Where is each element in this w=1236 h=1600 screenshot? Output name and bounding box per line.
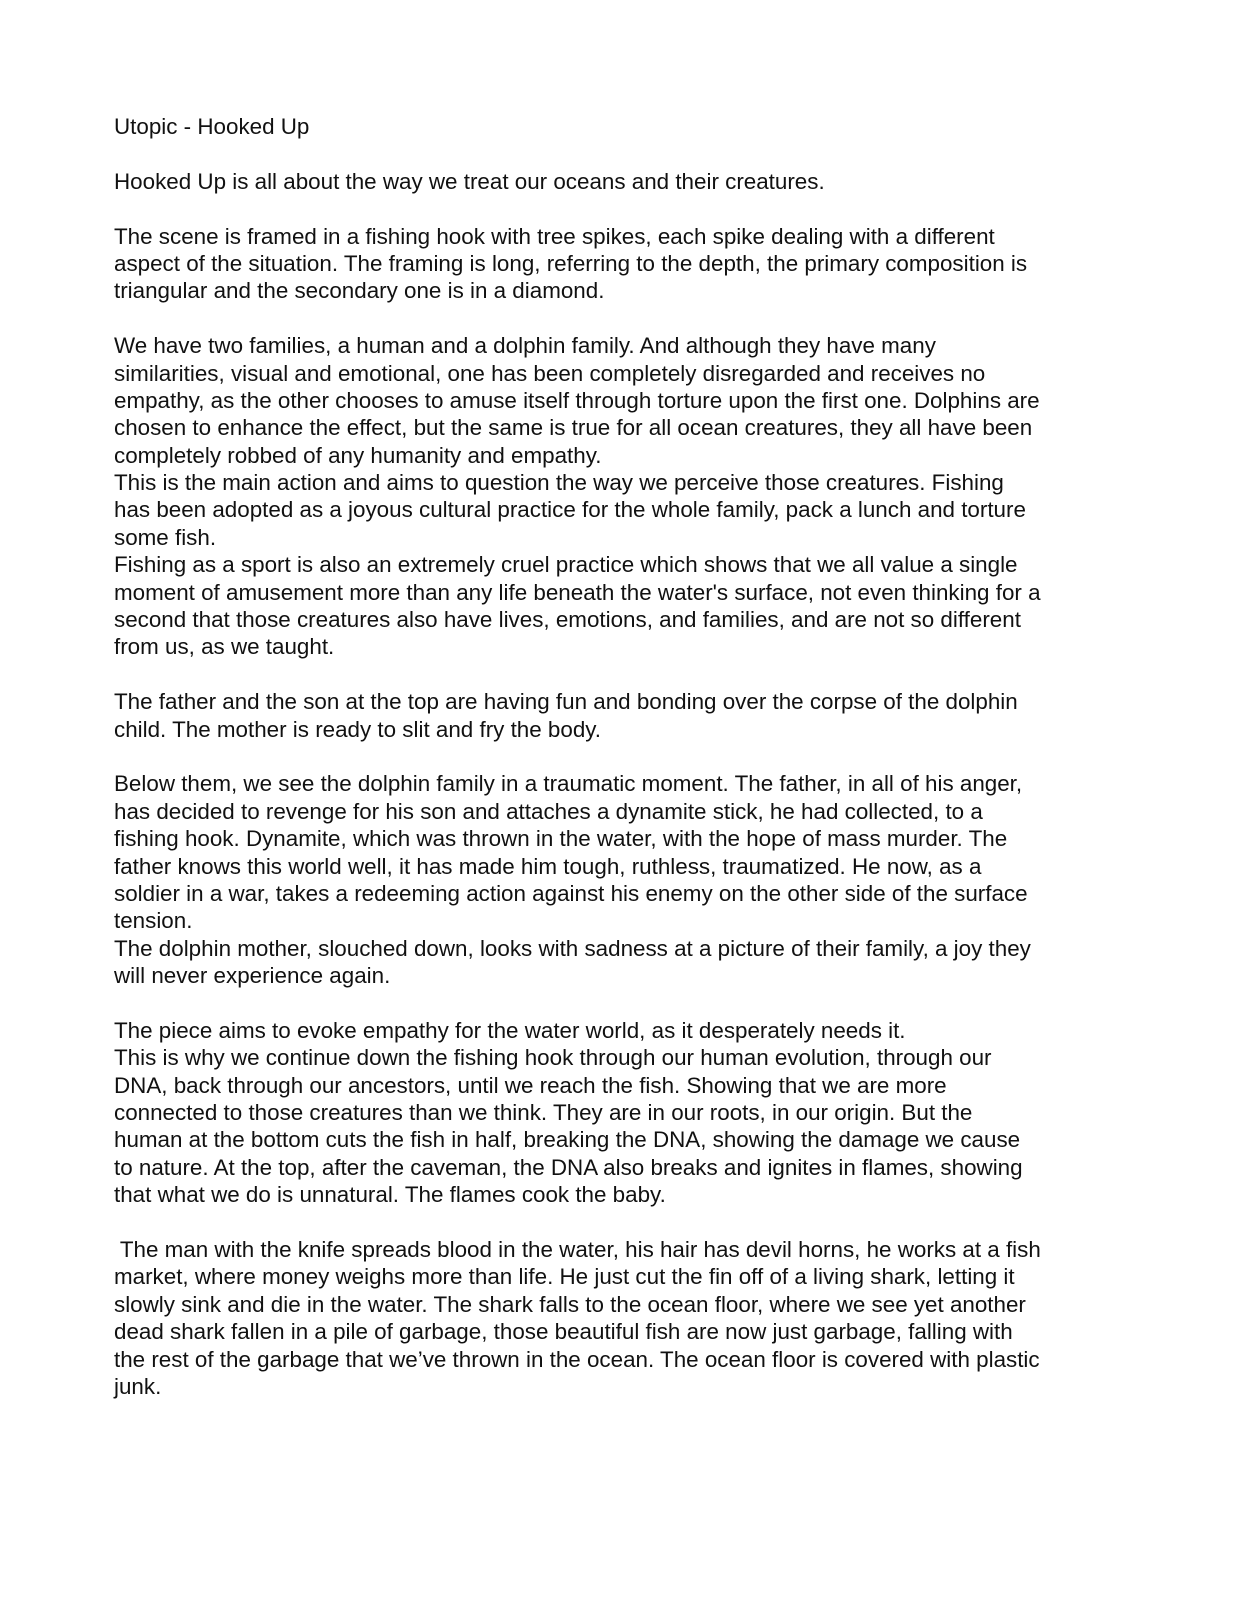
paragraph — [114, 168, 1114, 195]
text-line: DNA, back through our ancestors, until we reach the fish. Showing that we are more — [114, 1072, 947, 1098]
text-line: has been adopted as a joyous cultural practice for the whole family, pack a lunch and torture — [114, 497, 1026, 523]
text-line: The man with the knife spreads blood in the water, his hair has devil horns, he works at a fish — [114, 1237, 1041, 1263]
document-title: Utopic - Hooked Up — [114, 114, 310, 139]
text-line: second that those creatures also have lives, emotions, and families, and are not so different — [114, 607, 1021, 633]
text-line: dead shark fallen in a pile of garbage, those beautiful fish are now just garbage, falling with — [114, 1319, 1013, 1345]
text-line: This is why we continue down the fishing hook through our human evolution, through our — [114, 1045, 992, 1071]
text-line: Hooked Up is all about the way we treat our oceans and their creatures. — [114, 168, 825, 194]
paragraph-spacer — [114, 140, 1114, 167]
text-line: junk. — [114, 1373, 162, 1399]
text-line: moment of amusement more than any life beneath the water's surface, not even thinking for a — [114, 579, 1041, 605]
paragraph-spacer — [114, 661, 1114, 688]
text-line: The scene is framed in a fishing hook with tree spikes, each spike dealing with a different — [114, 223, 995, 249]
text-line: has decided to revenge for his son and attaches a dynamite stick, he had collected, to a — [114, 798, 983, 824]
text-line: triangular and the secondary one is in a diamond. — [114, 278, 605, 304]
paragraph-spacer — [114, 305, 1114, 332]
paragraph-spacer — [114, 195, 1114, 222]
text-line: from us, as we taught. — [114, 634, 335, 660]
text-line: connected to those creatures than we think. They are in our roots, in our origin. But the — [114, 1100, 973, 1126]
paragraph — [114, 223, 1114, 305]
text-line: slowly sink and die in the water. The shark falls to the ocean floor, where we see yet another — [114, 1291, 1026, 1317]
text-line: chosen to enhance the effect, but the same is true for all ocean creatures, they all have been — [114, 415, 1033, 441]
text-line: human at the bottom cuts the fish in half, breaking the DNA, showing the damage we cause — [114, 1127, 1021, 1153]
text-line: aspect of the situation. The framing is long, referring to the depth, the primary composition is — [114, 250, 1028, 276]
text-line: Below them, we see the dolphin family in a traumatic moment. The father, in all of his anger, — [114, 771, 1023, 797]
text-line: soldier in a war, takes a redeeming action against his enemy on the other side of the surface — [114, 880, 1028, 906]
paragraph — [114, 770, 1114, 989]
paragraph-spacer — [114, 743, 1114, 770]
text-line: Fishing as a sport is also an extremely cruel practice which shows that we all value a single — [114, 552, 1018, 578]
paragraph — [114, 332, 1114, 661]
paragraph — [114, 1017, 1114, 1209]
text-line: that what we do is unnatural. The flames cook the baby. — [114, 1182, 666, 1208]
text-line: This is the main action and aims to question the way we perceive those creatures. Fishing — [114, 470, 1004, 496]
text-line: The dolphin mother, slouched down, looks with sadness at a picture of their family, a joy they — [114, 935, 1031, 961]
paragraph-spacer — [114, 1209, 1114, 1236]
document-page — [114, 113, 1114, 1400]
text-line: The piece aims to evoke empathy for the water world, as it desperately needs it. — [114, 1017, 906, 1043]
text-line: completely robbed of any humanity and empathy. — [114, 442, 602, 468]
text-line: tension. — [114, 908, 193, 934]
text-line: similarities, visual and emotional, one has been completely disregarded and receives no — [114, 360, 986, 386]
text-line: fishing hook. Dynamite, which was thrown in the water, with the hope of mass murder. The — [114, 826, 1008, 852]
text-line: The father and the son at the top are having fun and bonding over the corpse of the dolphin — [114, 689, 1018, 715]
text-line: We have two families, a human and a dolphin family. And although they have many — [114, 333, 936, 359]
text-line: the rest of the garbage that we’ve thrown in the ocean. The ocean floor is covered with plastic — [114, 1346, 1040, 1372]
paragraph — [114, 688, 1114, 743]
text-line: child. The mother is ready to slit and fry the body. — [114, 716, 602, 742]
text-line: father knows this world well, it has made him tough, ruthless, traumatized. He now, as a — [114, 853, 982, 879]
text-line: will never experience again. — [114, 963, 391, 989]
text-line: market, where money weighs more than life. He just cut the fin off of a living shark, letting it — [114, 1264, 1015, 1290]
text-line: to nature. At the top, after the caveman, the DNA also breaks and ignites in flames, showing — [114, 1154, 1023, 1180]
text-line: some fish. — [114, 524, 217, 550]
paragraph — [114, 1236, 1114, 1400]
paragraph-spacer — [114, 990, 1114, 1017]
document-body — [114, 140, 1114, 1400]
text-line: empathy, as the other chooses to amuse itself through torture upon the first one. Dolphins are — [114, 387, 1040, 413]
